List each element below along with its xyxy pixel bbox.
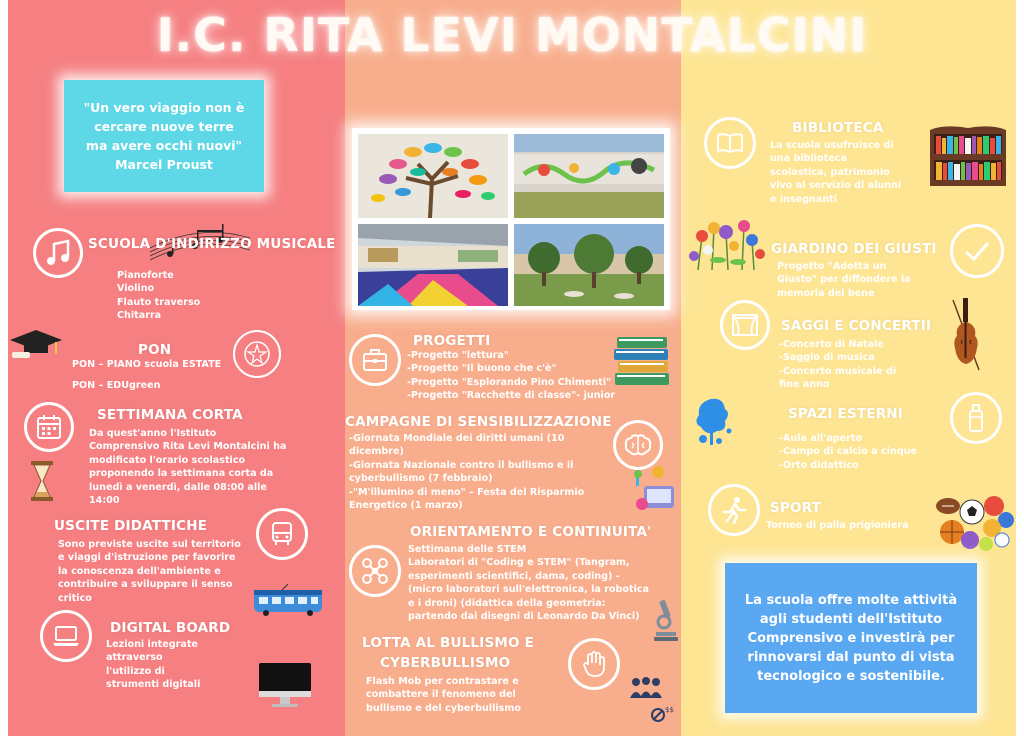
saggi-list <box>779 338 896 392</box>
list-item: -Progetto "Il buono che c'è" <box>407 363 557 375</box>
list-item: -Progetto "lettura" <box>407 350 509 361</box>
quote-line: "Un vero viaggio non è <box>83 100 245 115</box>
text-line: 14:00 <box>89 495 120 507</box>
text-line: -Giornata Nazionale contro il bullismo e il <box>349 459 574 471</box>
microscope-icon <box>652 598 678 642</box>
pon-heading: PON <box>138 342 172 358</box>
list-item: -Progetto "Esplorando Pino Chimenti" <box>407 376 612 388</box>
text-line: scolastica, patrimonio <box>770 166 890 178</box>
text-line: -"M'illumino di meno" – Festa del Risparmio <box>349 486 585 498</box>
music-note-icon <box>33 228 83 278</box>
pon-line: PON – PIANO scuola ESTATE <box>72 359 222 370</box>
list-item: -Concerto di Natale <box>779 339 884 350</box>
biblioteca-text <box>770 139 901 206</box>
open-book-icon <box>704 117 756 169</box>
text-line: (micro laboratori sull'elettronica, la robotica <box>408 584 650 596</box>
text-line: Comprensivo Rita Levi Montalcini ha <box>89 441 287 453</box>
quote-author: Marcel Proust <box>115 157 213 172</box>
list-item: -Progetto "Racchette di classe"- junior <box>407 390 616 402</box>
campagne-heading: CAMPAGNE DI SENSIBILIZZAZIONE <box>345 414 612 430</box>
summary-text: La scuola offre molte attività agli studenti dell'Istituto Comprensivo e investirà per rinnovarsi dal punto di vista tecnologico e sostenibile. <box>744 592 958 684</box>
sports-balls-icon <box>932 492 1016 554</box>
text-line: Energetico (1 marzo) <box>349 500 463 512</box>
hourglass-icon <box>30 460 54 502</box>
flowers-icon <box>688 216 766 270</box>
bookshelf-icon <box>924 124 1012 190</box>
list-item: -Aula all'aperto <box>779 433 863 444</box>
running-person-icon <box>708 484 760 536</box>
text-line: modificato l'orario scolastico <box>89 454 246 466</box>
text-line: memoria del bene <box>777 287 875 299</box>
text-line: Settimana delle STEM <box>408 544 527 555</box>
list-item: Flauto traverso <box>117 296 201 308</box>
giardino-text <box>777 260 911 300</box>
paint-splash-icon <box>693 395 733 449</box>
text-line: Progetto "Adotta un <box>777 261 887 272</box>
tram-icon <box>252 584 324 618</box>
musica-heading: SCUOLA D'INDIRIZZO MUSICALE <box>88 236 336 252</box>
drone-icon <box>349 545 401 597</box>
playground-photo <box>358 224 508 306</box>
list-item: Pianoforte <box>117 270 174 281</box>
text-line: La scuola usufruisce di <box>770 140 894 151</box>
briefcase-icon <box>349 334 401 386</box>
lotta-text <box>366 675 521 715</box>
settimana-text <box>89 427 286 507</box>
text-line: partendo dai disegni di Leonardo Da Vinci) <box>408 611 640 623</box>
text-line: lunedì a venerdì, dalle 08:00 alle <box>89 481 267 493</box>
science-kids-icon <box>632 462 678 514</box>
violin-icon <box>945 296 987 372</box>
lotta-heading: LOTTA AL BULLISMO E <box>362 635 535 651</box>
text-line: Lezioni integrate <box>106 639 198 650</box>
text-line: e insegnanti <box>770 193 838 205</box>
list-item: Violino <box>117 283 155 295</box>
digital-heading: DIGITAL BOARD <box>110 620 231 636</box>
italy-emblem-icon <box>233 330 281 378</box>
musica-list <box>117 269 200 323</box>
progetti-heading: PROGETTI <box>413 333 491 349</box>
text-line: critico <box>58 592 92 604</box>
monitor-icon <box>258 662 312 708</box>
list-item: -Campo di calcio a cinque <box>779 446 917 458</box>
sport-text: Torneo di palla prigioniera <box>766 520 909 531</box>
svg-text:$$: $$ <box>665 706 674 714</box>
text-line: proponendo la settimana corta da <box>89 468 274 480</box>
text-line: vivo al servizio di alunni <box>770 180 902 192</box>
uscite-text <box>58 538 241 605</box>
pon-line: PON – EDUgreen <box>72 380 161 391</box>
laptop-icon <box>40 610 92 662</box>
graduation-cap-icon <box>8 328 64 362</box>
spray-can-icon <box>950 392 1002 444</box>
digital-text <box>106 638 200 692</box>
calendar-icon <box>24 402 74 452</box>
group-people-icon <box>628 676 664 700</box>
text-line: Giusto" per diffondere la <box>777 274 911 286</box>
sport-heading: SPORT <box>770 500 822 516</box>
campagne-text <box>349 432 609 512</box>
text-line: e viaggi d'istruzione per favorire <box>58 552 236 564</box>
quote-line: ma avere occhi nuovi" <box>85 138 243 153</box>
text-line: -Giornata Mondiale dei diritti umani (10 <box>349 433 565 444</box>
bus-icon <box>256 508 308 560</box>
quote-box <box>64 80 264 192</box>
checkmark-icon <box>950 224 1004 278</box>
stop-hand-icon <box>568 638 620 690</box>
list-item: Chitarra <box>117 310 162 322</box>
text-line: esperimenti scientifici, dama, coding) - <box>408 570 620 582</box>
text-line: dicembre) <box>349 446 404 458</box>
poster-title: I.C. RITA LEVI MONTALCINI <box>156 8 868 62</box>
saggi-heading: SAGGI E CONCERTII <box>781 318 932 334</box>
ban-icon <box>650 703 676 725</box>
text-line: strumenti digitali <box>106 679 201 691</box>
photo-collage <box>352 128 670 310</box>
spazi-heading: SPAZI ESTERNI <box>788 406 904 422</box>
biblioteca-heading: BIBLIOTECA <box>792 120 884 136</box>
theater-curtain-icon <box>720 300 770 350</box>
text-line: contribuire a sviluppare il senso <box>58 579 233 591</box>
list-item: fine anno <box>779 379 830 391</box>
list-item: -Saggio di musica <box>779 352 875 364</box>
tree-mural-photo <box>358 134 508 218</box>
text-line: Sono previste uscite sul territorio <box>58 539 241 550</box>
text-line: bullismo e del cyberbullismo <box>366 702 521 714</box>
text-line: cyberbullismo (7 febbraio) <box>349 473 493 485</box>
uscite-heading: USCITE DIDATTICHE <box>54 518 208 534</box>
wall-mural-photo <box>514 134 664 218</box>
lotta-heading-2: CYBERBULLISMO <box>380 655 511 671</box>
text-line: l'utilizzo di <box>106 665 165 677</box>
orientamento-heading: ORIENTAMENTO E CONTINUITA' <box>410 524 652 540</box>
settimana-heading: SETTIMANA CORTA <box>97 407 243 423</box>
text-line: Da quest'anno l'Istituto <box>89 428 217 439</box>
summary-box <box>725 563 977 713</box>
text-line: la conoscenza dell'ambiente e <box>58 565 221 577</box>
text-line: attraverso <box>106 652 163 664</box>
orientamento-text <box>408 543 653 623</box>
garden-photo <box>514 224 664 306</box>
spazi-list <box>779 432 917 472</box>
text-line: e i droni) (didattica della geometria: <box>408 597 606 609</box>
progetti-list <box>407 349 615 403</box>
text-line: Flash Mob per contrastare e <box>366 676 519 687</box>
list-item: -Orto didattico <box>779 459 859 471</box>
text-line: una biblioteca <box>770 153 847 165</box>
list-item: -Concerto musicale di <box>779 365 897 377</box>
quote-line: cercare nuove terre <box>94 119 234 134</box>
text-line: Laboratori di "Coding e STEM" (Tangram, <box>408 557 630 569</box>
books-stack-icon <box>613 335 671 387</box>
giardino-heading: GIARDINO DEI GIUSTI <box>771 241 937 257</box>
text-line: combattere il fenomeno del <box>366 689 516 701</box>
